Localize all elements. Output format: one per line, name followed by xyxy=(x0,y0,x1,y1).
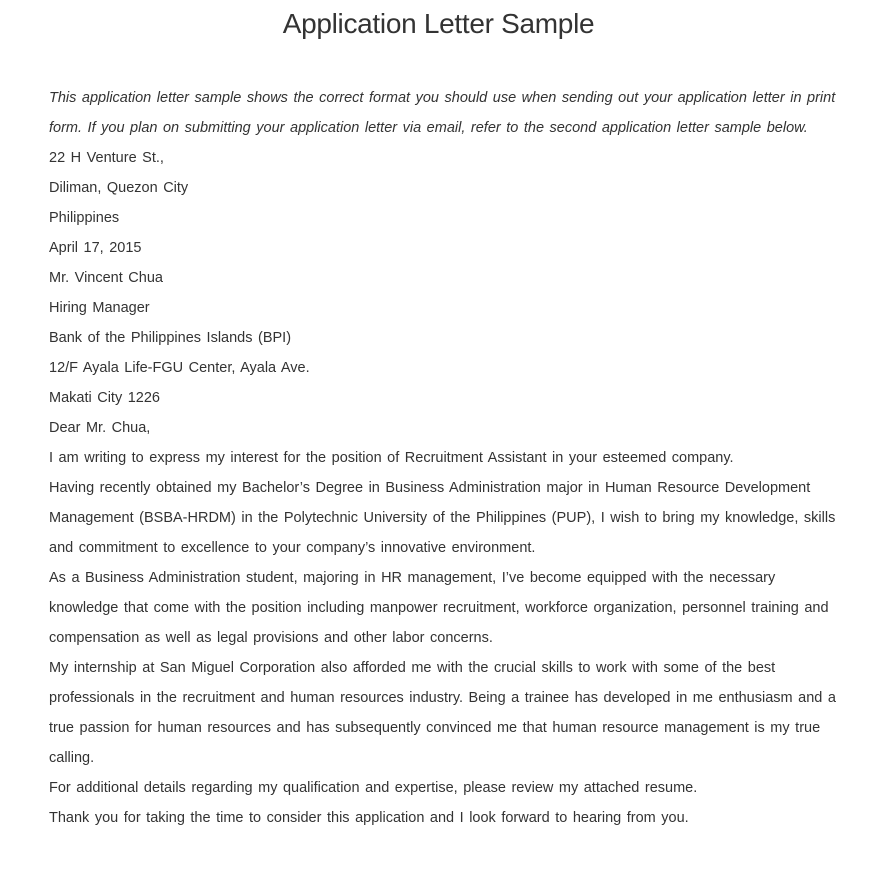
sender-address-line-2: Diliman, Quezon City xyxy=(49,180,189,196)
recipient-title: Hiring Manager xyxy=(49,300,150,316)
sender-address-line-3: Philippines xyxy=(49,210,120,226)
letter-date: April 17, 2015 xyxy=(49,240,142,256)
body-paragraph-1: I am writing to express my interest for the position of Recruitment Assistant in your esteemed company. xyxy=(49,450,734,466)
intro-paragraph: This application letter sample shows the correct format you should use when sending out your application letter in print form. If you plan on submitting your application letter via email, refer to the second application letter sample below. xyxy=(49,90,836,136)
body-paragraph-5: For additional details regarding my qualification and expertise, please review my attached resume. xyxy=(49,780,698,796)
page-title: Application Letter Sample xyxy=(282,8,595,39)
recipient-company: Bank of the Philippines Islands (BPI) xyxy=(49,330,292,346)
letter-body xyxy=(49,83,839,833)
body-paragraph-6: Thank you for taking the time to consider this application and I look forward to hearing from you. xyxy=(49,810,689,826)
body-paragraph-3: As a Business Administration student, majoring in HR management, I’ve become equipped with the necessary knowledge that come with the position including manpower recruitment, workforce organization, personnel training and compensation as well as legal provisions and other labor concerns. xyxy=(49,570,829,646)
recipient-address-line-1: 12/F Ayala Life-FGU Center, Ayala Ave. xyxy=(49,360,310,376)
recipient-address-line-2: Makati City 1226 xyxy=(49,390,160,406)
sender-address-line-1: 22 H Venture St., xyxy=(49,150,164,166)
salutation: Dear Mr. Chua, xyxy=(49,420,151,436)
body-paragraph-4: My internship at San Miguel Corporation also afforded me with the crucial skills to work with some of the best professionals in the recruitment and human resources industry. Being a trainee has developed in me enthusiasm and a true passion for human resources and has subsequently convinced me that human resource management is my true calling. xyxy=(49,660,836,766)
body-paragraph-2: Having recently obtained my Bachelor’s Degree in Business Administration major in Human Resource Development Management (BSBA-HRDM) in the Polytechnic University of the Philippines (PUP), I wish to bring my knowledge, skills and commitment to excellence to your company’s innovative environment. xyxy=(49,480,836,556)
recipient-name: Mr. Vincent Chua xyxy=(49,270,163,286)
